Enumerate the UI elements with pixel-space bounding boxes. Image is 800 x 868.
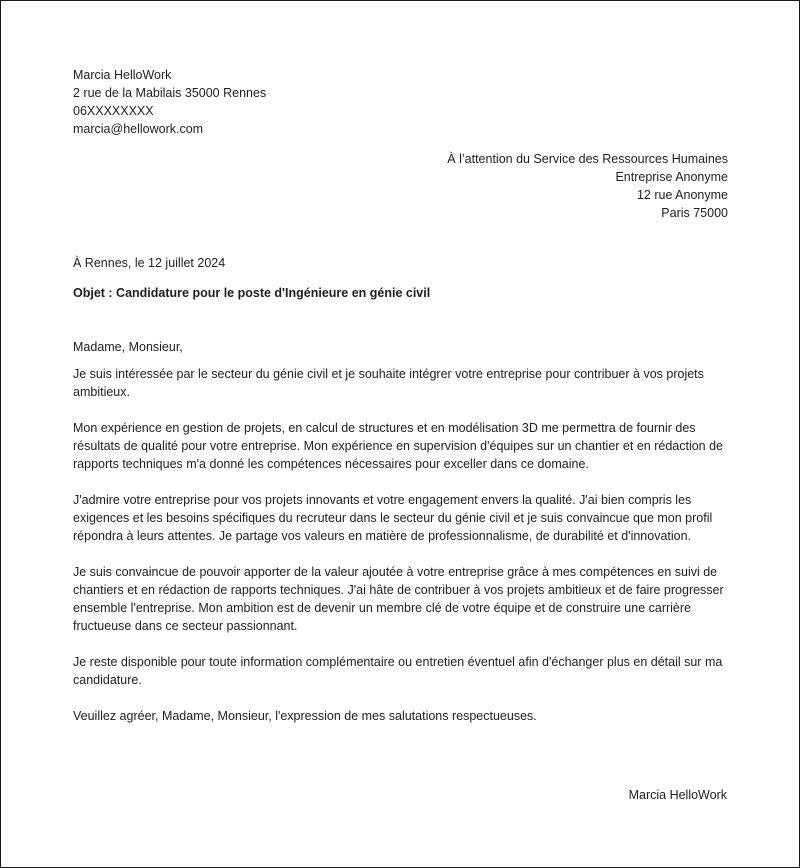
sender-address: 2 rue de la Mabilais 35000 Rennes (73, 86, 267, 100)
letter-body (73, 254, 733, 725)
recipient-street: 12 rue Anonyme (636, 188, 728, 202)
closing-formula: Veuillez agréer, Madame, Monsieur, l'expression de mes salutations respectueuses. (73, 709, 537, 723)
body-paragraph: Je suis intéressée par le secteur du génie civil et je souhaite intégrer votre entreprise pour contribuer à vos projets ambitieux. (73, 367, 704, 399)
recipient-block (447, 150, 728, 222)
recipient-city: Paris 75000 (661, 206, 728, 220)
sender-email: marcia@hellowork.com (73, 122, 204, 136)
recipient-attention: À l’attention du Service des Ressources Humaines (447, 152, 728, 166)
body-paragraph: J'admire votre entreprise pour vos projets innovants et votre engagement envers la qualité. J'ai bien compris les exigences et les besoins spécifiques du recruteur dans le secteur du génie civil et je suis convaincue que mon profil répondra à leurs attentes. Je partage vos valeurs en matière de professionnalisme, de durabilité et d'innovation. (73, 493, 713, 543)
place-date: À Rennes, le 12 juillet 2024 (73, 256, 226, 270)
body-paragraph: Je reste disponible pour toute information complémentaire ou entretien éventuel afin d'échanger plus en détail sur ma candidature. (73, 655, 723, 687)
sender-block (73, 66, 266, 138)
body-paragraph: Je suis convaincue de pouvoir apporter de la valeur ajoutée à votre entreprise grâce à mes compétences en suivi de chantiers et en rédaction de rapports techniques. J'ai hâte de contribuer à vos projets ambitieux et de faire progresser ensemble l'entreprise. Mon ambition est de devenir un membre clé de votre équipe et de construire une carrière fructueuse dans ce secteur passionnant. (73, 565, 724, 633)
sender-phone: 06XXXXXXXX (73, 104, 154, 118)
sender-name: Marcia HelloWork (73, 68, 172, 82)
letter-subject: Objet : Candidature pour le poste d'Ingénieure en génie civil (73, 286, 431, 300)
recipient-company: Entreprise Anonyme (615, 170, 728, 184)
signature: Marcia HelloWork (628, 788, 727, 802)
body-paragraph: Mon expérience en gestion de projets, en calcul de structures et en modélisation 3D me permettra de fournir des résultats de qualité pour votre entreprise. Mon expérience en supervision d'équipes sur un chantier et en rédaction de rapports techniques m'a donné les compétences nécessaires pour exceller dans ce domaine. (73, 421, 723, 471)
salutation: Madame, Monsieur, (73, 340, 183, 354)
